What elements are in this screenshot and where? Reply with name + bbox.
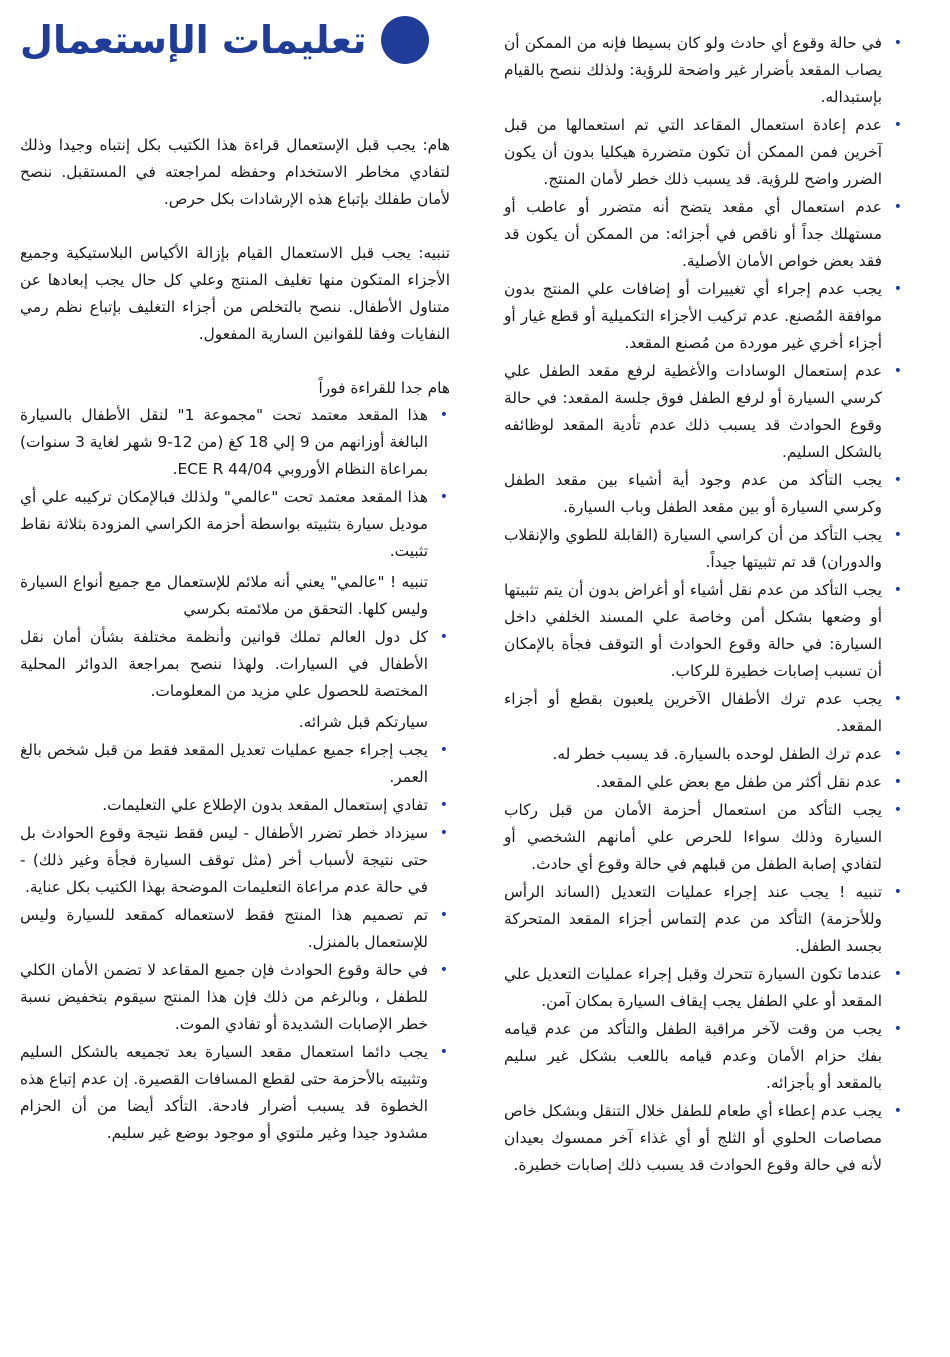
list-item (20, 1039, 450, 1147)
right-column (504, 30, 904, 1180)
list-item (20, 737, 450, 791)
page-title: تعليمات الإستعمال (20, 18, 367, 62)
list-item: • يجب التأكد من أن كراسي السيارة (القابلة للطوي والإنقلاب والدوران) قد تم تثبيتها جيداً. (504, 522, 904, 576)
list-item: • عدم إعادة استعمال المقاعد التي تم استعمالها من قبل آخرين فمن الممكن أن تكون متضررة هيكليا بدون أن يكون الضرر واضح للرؤية. قد يسبب ذلك خطر لأمان المنتج. (504, 112, 904, 193)
list-item (20, 957, 450, 1038)
left-column (20, 132, 450, 1148)
list-item: • في حالة وقوع أي حادث ولو كان بسيطا فإنه من الممكن أن يصاب المقعد بأضرار غير واضحة للرؤية: ولذلك ننصح بالقيام بإستبداله. (504, 30, 904, 111)
list-item: • يجب التأكد من عدم نقل أشياء أو أغراض بدون أن يتم تثبيتها أو وضعها بشكل أمن وخاصة علي المسند الخلفي داخل السيارة: في حالة وقوع الحوادث أو التوقف فجأة بالإمكان أن تسبب إصابات خطيرة للركاب. (504, 577, 904, 685)
list-item (20, 484, 450, 623)
list-item-text: كل دول العالم تملك قوانين وأنظمة مختلفة بشأن أمان نقل الأطفال في السيارات. ولهذا ننصح بمراجعة الدوائر المحلية المختصة للحصول علي مزيد من المعلومات. (20, 628, 428, 700)
list-item (20, 820, 450, 901)
list-item (20, 792, 450, 819)
read-now-heading: هام جدا للقراءة فوراً (318, 379, 450, 397)
list-item-text: يجب إجراء جميع عمليات تعديل المقعد فقط من قبل شخص بالغ العمر. (20, 741, 428, 786)
page-header (20, 10, 450, 70)
list-item-text: تم تصميم هذا المنتج فقط لاستعماله كمقعد للسيارة وليس للإستعمال بالمنزل. (20, 906, 428, 951)
list-item: • يجب عدم إعطاء أي طعام للطفل خلال التنقل وبشكل خاص مصاصات الحلوي أو الثلج أو أي غذاء آخر ممسوك بعيدان لأنه في حالة وقوع الحوادث قد يسبب ذلك إصابات خطيرة. (504, 1098, 904, 1179)
title-bullet-icon (381, 16, 429, 64)
list-item-text: في حالة وقوع الحوادث فإن جميع المقاعد لا تضمن الأمان الكلي للطفل ، وبالرغم من ذلك فإن هذا المنتج سيقوم بتخفيض نسبة خطر الإصابات الشديدة أو تفادي الموت. (20, 961, 428, 1033)
list-item: • عدم إستعمال الوسادات والأغطية لرفع مقعد الطفل علي كرسي السيارة أو لرفع الطفل فوق جلسة المقعد: في حالة وقوع الحوادث قد يسبب ذلك عدم تأدية المقعد لوظائفه بالشكل السليم. (504, 358, 904, 466)
left-bullet-list (20, 402, 450, 1147)
list-item: • يجب التأكد من عدم وجود أية أشياء بين مقعد الطفل وكرسي السيارة أو بين مقعد الطفل وباب السيارة. (504, 467, 904, 521)
list-item-text: هذا المقعد معتمد تحت "مجموعة 1" لنقل الأطفال بالسيارة البالغة أوزانهم من 9 إلي 18 كغ (من 12-9 شهر لغاية 3 سنوات) بمراعاة النظام الأوروبي ECE R 44/04. (20, 406, 429, 478)
list-item (20, 402, 450, 483)
list-item: • يجب عدم ترك الأطفال الآخرين يلعبون بقطع أو أجزاء المقعد. (504, 686, 904, 740)
list-item (20, 624, 450, 736)
list-item (20, 902, 450, 956)
list-item: • يجب عدم إجراء أي تغييرات أو إضافات علي المنتج بدون موافقة المُصنع. عدم تركيب الأجزاء التكميلية أو قطع غيار أو أجزاء أخري غير موردة من مُصنع المقعد. (504, 276, 904, 357)
right-bullet-list (504, 30, 904, 1179)
list-item: • عدم استعمال أي مقعد يتضح أنه متضرر أو عاطب أو مستهلك جداً أو ناقص في أجزائه: من الممكن أن يكون قد فقد بعض خواص الأمان الأصلية. (504, 194, 904, 275)
list-item-text: سيزداد خطر تضرر الأطفال - ليس فقط نتيجة وقوع الحوادث بل حتى نتيجة لأسباب أخر (مثل توقف السيارة فجأة وغير ذلك) - في حالة عدم مراعاة التعليمات الموضحة بهذا الكتيب بكل عناية. (20, 824, 428, 896)
list-item-note: سيارتكم قبل شرائه. (298, 713, 428, 731)
list-item: • عدم ترك الطفل لوحده بالسيارة. قد يسبب خطر له. (504, 741, 904, 768)
list-item: • عندما تكون السيارة تتحرك وقبل إجراء عمليات التعديل علي المقعد أو علي الطفل يجب إيقاف السيارة بمكان آمن. (504, 961, 904, 1015)
list-item-text: تفادي إستعمال المقعد بدون الإطلاع علي التعليمات. (102, 796, 428, 814)
list-item-text: هذا المقعد معتمد تحت "عالمي" ولذلك فبالإمكان تركيبه علي أي موديل سيارة بتثبيته بواسطة أحزمة الكراسي المزودة بثلاثة نقاط تثبيت. (20, 488, 428, 560)
list-item-note: تنبيه ! "عالمي" يعني أنه ملائم للإستعمال مع جميع أنواع السيارة وليس كلها. التحقق من ملائمته بكرسي (20, 573, 428, 618)
warning-paragraph: تنبيه: يجب قبل الاستعمال القيام بإزالة الأكياس البلاستيكية وجميع الأجزاء المتكون منها تغليف المنتج وعلي كل حال يجب إبعادها عن متناول الأطفال. ننصح بالتخلص من أجزاء التغليف بإتباع نظم رمي النفايات وفقا للقوانين السارية المفعول. (20, 244, 450, 343)
important-paragraph: هام: يجب قبل الإستعمال قراءة هذا الكتيب بكل إنتباه وجيدا وذلك لتفادي مخاطر الاستخدام وحفظه لمراجعته في المستقبل. ننصح لأمان طفلك بإتباع هذه الإرشادات بكل حرص. (20, 136, 450, 208)
list-item: • يجب من وقت لآخر مراقبة الطفل والتأكد من عدم قيامه بفك حزام الأمان وعدم قيامه باللعب بشكل غير سليم بالمقعد أو بأجزائه. (504, 1016, 904, 1097)
list-item: • تنبيه ! يجب عند إجراء عمليات التعديل (الساند الرأس وللأحزمة) التأكد من عدم إلتماس أجزاء المقعد المتحركة بجسد الطفل. (504, 879, 904, 960)
list-item-text: يجب دائما استعمال مقعد السيارة بعد تجميعه بالشكل السليم وتثبيته بالأحزمة حتى لقطع المسافات القصيرة. إن عدم إتباع هذه الخطوة قد يسبب أضرار فادحة. التأكد أيضا من أن الحزام مشدود جيدا وغير ملتوي أو موجود بوضع غير سليم. (20, 1043, 428, 1142)
list-item: • يجب التأكد من استعمال أحزمة الأمان من قبل ركاب السيارة وذلك سواءا للحرص علي أمانهم الشخصي أو لتفادي إصابة الطفل من قبلهم في حالة وقوع أي حادث. (504, 797, 904, 878)
list-item: • عدم نقل أكثر من طفل مع بعض علي المقعد. (504, 769, 904, 796)
